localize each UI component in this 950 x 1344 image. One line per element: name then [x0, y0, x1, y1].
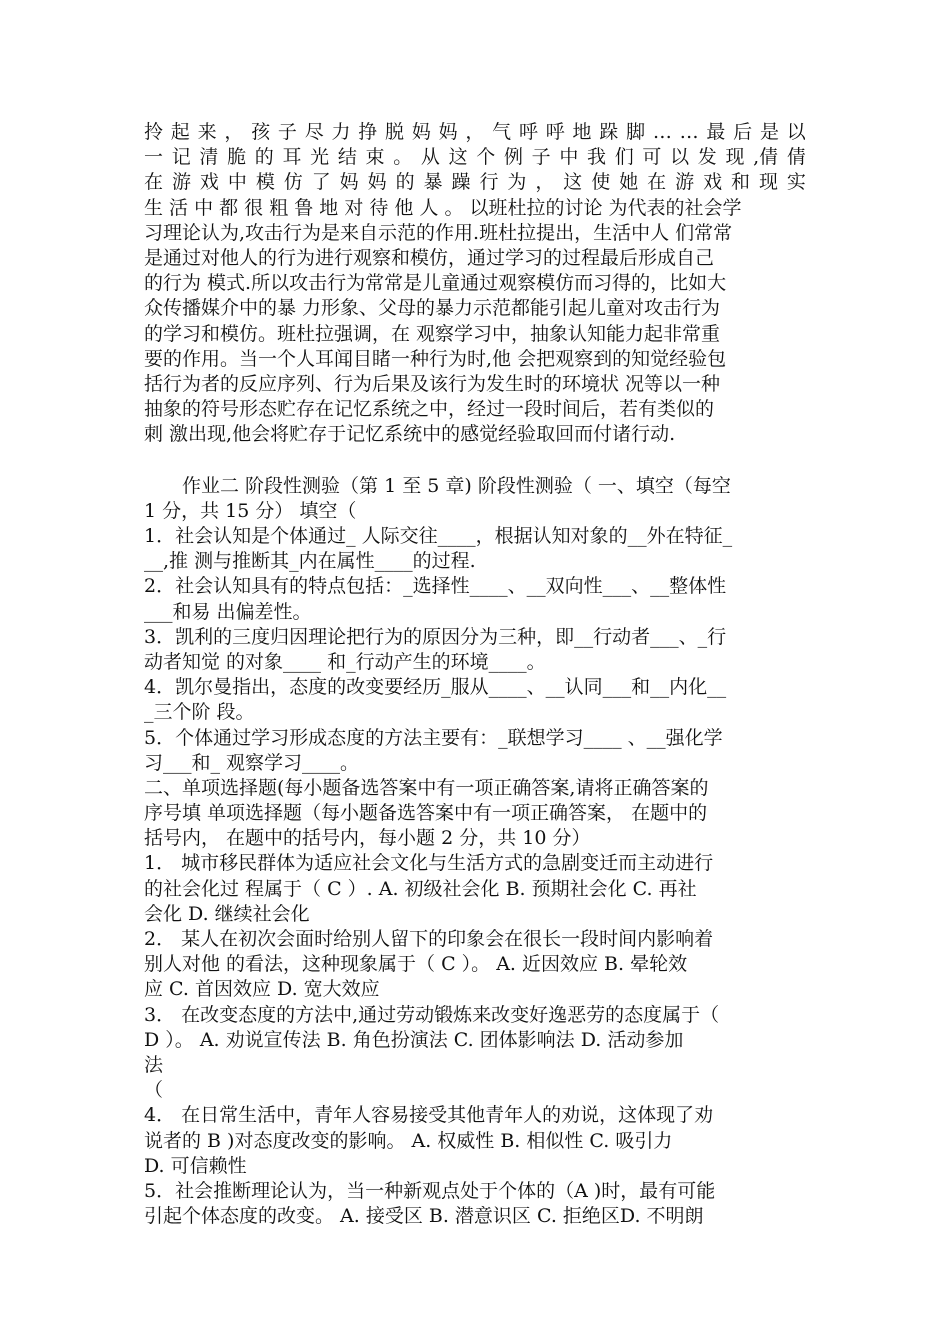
text-glyph: 脆 — [227, 146, 247, 169]
text-glyph: 游 — [675, 171, 695, 194]
text-glyph: 使 — [591, 171, 611, 194]
text-line: 习理论认为,攻击行为是来自示范的作用.班杜拉提出，生活中人 们常常 — [144, 221, 733, 244]
text-glyph: 呼 — [545, 121, 565, 143]
text-glyph: 现 — [725, 146, 745, 169]
text-line: （ — [144, 1079, 164, 1102]
text-glyph: 呼 — [518, 121, 538, 143]
text-glyph: 她 — [619, 171, 639, 194]
text-glyph: 发 — [697, 146, 717, 169]
text-line: 1．社会认知是个体通过_ 人际交往____，根据认知对象的__外在特征_ — [144, 525, 733, 547]
text-line: __,推 测与推断其_内在属性____的过程. — [144, 550, 476, 573]
text-glyph: 为 — [507, 171, 527, 194]
text-line: ___和易 出偏差性。 — [144, 600, 312, 623]
text-line: 的社会化过 程属于（ C ）. A. 初级社会化 B. 预期社会化 C. 再社 — [144, 877, 697, 900]
text-line: 习___和_ 观察学习____。 — [144, 751, 360, 774]
text-glyph: 我 — [587, 146, 607, 169]
text-glyph: 最 — [706, 121, 726, 143]
blank-line — [144, 447, 806, 472]
text-glyph: 。 — [393, 146, 413, 169]
text-glyph: 现 — [758, 171, 778, 194]
text-line: 括行为者的反应序列、行为后果及该行为发生时的环境状 况等以一种 — [144, 372, 721, 395]
text-glyph: 暴 — [423, 171, 443, 194]
text-glyph: 妈 — [411, 121, 431, 143]
text-line: 1 分，共 15 分） 填空（ — [144, 499, 357, 522]
text-line: 生 活 中 都 很 粗 鲁 地 对 待 他 人 。 以班杜拉的讨论 为代表的社会学 — [144, 196, 742, 219]
text-line: 会化 D. 继续社会化 — [144, 902, 310, 925]
text-glyph: 中 — [227, 171, 247, 194]
text-glyph: 妈 — [438, 121, 458, 143]
text-glyph: 束 — [365, 146, 385, 169]
text-glyph: 在 — [647, 171, 667, 194]
text-glyph: 妈 — [339, 171, 359, 194]
text-line: D ）。 A. 劝说宣传法 B. 角色扮演法 C. 团体影响法 D. 活动参加 — [144, 1028, 684, 1051]
text-line: 1． 城市移民群体为适应社会文化与生活方式的急剧变迁而主动进行 — [144, 852, 714, 875]
text-line: 作业二 阶段性测验（第 1 至 5 章) 阶段性测验（ 一、填空（每空 — [144, 474, 731, 497]
text-glyph: 行 — [479, 171, 499, 194]
text-glyph: 一 — [144, 146, 164, 169]
text-glyph: 可 — [642, 146, 662, 169]
text-glyph: 力 — [331, 121, 351, 143]
text-glyph: 在 — [144, 171, 164, 194]
text-glyph: 们 — [614, 146, 634, 169]
text-glyph: 孩 — [251, 121, 271, 143]
text-line: 二、单项选择题(每小题备选答案中有一项正确答案,请将正确答案的 — [144, 776, 709, 799]
text-glyph: 挣 — [358, 121, 378, 143]
text-line: _三个阶 段。 — [144, 701, 255, 724]
text-line: 说者的 B )对态度改变的影响。 A. 权威性 B. 相似性 C. 吸引力 — [144, 1129, 673, 1152]
text-line: 刺 激出现,他会将贮存于记忆系统中的感觉经验取回而付诸行动. — [144, 423, 676, 446]
text-glyph: 脱 — [385, 121, 405, 143]
text-glyph: 倩 — [786, 146, 806, 169]
paragraph-1 — [144, 120, 806, 447]
text-glyph: 记 — [171, 146, 191, 169]
text-glyph: 游 — [171, 171, 191, 194]
text-glyph: 的 — [254, 146, 274, 169]
text-glyph: 戏 — [703, 171, 723, 194]
text-glyph: 戏 — [199, 171, 219, 194]
text-glyph: 清 — [199, 146, 219, 169]
spaced-line-2 — [144, 145, 806, 170]
text-glyph: 起 — [170, 121, 190, 143]
text-glyph: 和 — [731, 171, 751, 194]
text-line: 引起个体态度的改变。 A. 接受区 B. 潜意识区 C. 拒绝区D. 不明朗 — [144, 1205, 704, 1228]
text-glyph: 这 — [563, 171, 583, 194]
text-glyph: 耳 — [282, 146, 302, 169]
text-line: 应 C. 首因效应 D. 宽大效应 — [144, 978, 380, 1001]
text-line: 5．个体通过学习形成态度的方法主要有：_联想学习____ 、__强化学 — [144, 726, 723, 749]
text-glyph: 气 — [492, 121, 512, 143]
text-glyph: 来 — [197, 121, 217, 143]
text-glyph: 地 — [572, 121, 592, 143]
text-glyph: … — [679, 121, 699, 143]
text-glyph: 实 — [786, 171, 806, 194]
spaced-line-3 — [144, 170, 806, 195]
text-glyph: 仿 — [283, 171, 303, 194]
text-line: 4． 在日常生活中，青年人容易接受其他青年人的劝说，这体现了劝 — [144, 1104, 714, 1127]
text-line: 别人对他 的看法，这种现象属于（ C ）。 A. 近因效应 B. 晕轮效 — [144, 953, 688, 976]
text-line: 2． 某人在初次会面时给别人留下的印象会在很长一段时间内影响着 — [144, 928, 714, 950]
text-glyph: 妈 — [367, 171, 387, 194]
text-glyph: 躁 — [451, 171, 471, 194]
text-glyph: ， — [535, 171, 555, 194]
text-line: 抽象的符号形态贮存在记忆系统之中，经过一段时间后，若有类似的 — [144, 398, 715, 421]
text-line: 2．社会认知具有的特点包括：_选择性____、__双向性___、__整体性 — [144, 575, 727, 598]
document-page — [144, 120, 806, 1229]
text-line: 4．凯尔曼指出，态度的改变要经历_服从____、__认同___和__内化__ — [144, 676, 727, 699]
text-glyph: 尽 — [304, 121, 324, 143]
text-glyph: 中 — [559, 146, 579, 169]
text-line: 5．社会推断理论认为，当一种新观点处于个体的（A )时，最有可能 — [144, 1179, 716, 1202]
text-line: 3．凯利的三度归因理论把行为的原因分为三种，即__行动者___、_行 — [144, 625, 727, 648]
text-glyph: 以 — [670, 146, 690, 169]
text-line: 动者知觉 的对象____ 和_行动产生的环境____。 — [144, 650, 546, 673]
text-line: 的行为 模式.所以攻击行为常常是儿童通过观察模仿而习得的，比如大 — [144, 272, 727, 295]
text-line: 序号填 单项选择题（每小题备选答案中有一项正确答案， 在题中的 — [144, 802, 708, 825]
text-glyph: ， — [224, 121, 244, 143]
section-2 — [144, 474, 806, 1230]
text-glyph: 模 — [255, 171, 275, 194]
text-glyph: 了 — [311, 171, 331, 194]
text-glyph: 拎 — [144, 121, 164, 143]
text-glyph: 子 — [277, 121, 297, 143]
text-line: 众传播媒介中的暴 力形象、父母的暴力示范都能引起儿童对攻击行为 — [144, 297, 721, 320]
text-glyph: … — [652, 121, 672, 143]
text-glyph: 个 — [476, 146, 496, 169]
text-glyph: ， — [465, 121, 485, 143]
text-glyph: 这 — [448, 146, 468, 169]
text-glyph: 子 — [531, 146, 551, 169]
text-line: 是通过对他人的行为进行观察和模仿，通过学习的过程最后形成自己 — [144, 246, 715, 269]
text-line: 括号内， 在题中的括号内，每小题 2 分，共 10 分） — [144, 827, 591, 850]
text-line: 的学习和模仿。班杜拉强调，在 观察学习中，抽象认知能力起非常重 — [144, 322, 721, 345]
text-glyph: 跺 — [599, 121, 619, 143]
text-glyph: 光 — [310, 146, 330, 169]
text-glyph: 以 — [786, 121, 806, 143]
text-glyph: ,倩 — [753, 146, 779, 169]
text-glyph: 结 — [337, 146, 357, 169]
text-glyph: 例 — [503, 146, 523, 169]
text-line: 3． 在改变态度的方法中,通过劳动锻炼来改变好逸恶劳的态度属于（ — [144, 1003, 720, 1026]
text-glyph: 的 — [395, 171, 415, 194]
text-glyph: 从 — [420, 146, 440, 169]
text-glyph: 脚 — [626, 121, 646, 143]
text-glyph: 后 — [733, 121, 753, 143]
spaced-line-1 — [144, 120, 806, 145]
text-line: 法 — [144, 1053, 164, 1076]
text-line: 要的作用。当一个人耳闻目睹一种行为时,他 会把观察到的知觉经验包 — [144, 347, 727, 370]
text-line: D. 可信赖性 — [144, 1154, 247, 1177]
text-glyph: 是 — [759, 121, 779, 143]
